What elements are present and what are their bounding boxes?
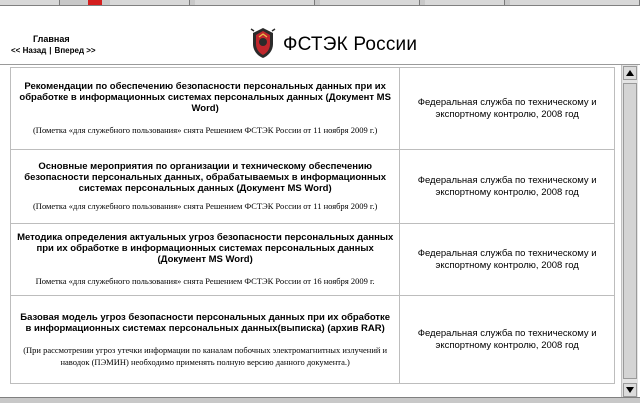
toolbar-segment [320, 0, 420, 5]
history-nav [11, 46, 96, 55]
arrow-up-icon [626, 70, 634, 76]
forward-link[interactable]: Вперед >> [54, 46, 96, 55]
organization-cell: Федеральная служба по техническому и экспортному контролю, 2008 год [400, 68, 615, 150]
document-note: (Пометка «для служебного пользования» снята Решением ФСТЭК России от 11 ноября 2009 г.) [32, 201, 378, 211]
nav-separator: | [49, 46, 52, 55]
content-frame [0, 64, 640, 397]
documents-table [10, 67, 615, 384]
document-link[interactable]: Базовая модель угроз безопасности персональных данных при их обработке в информационных системах персональных данных(выписка) (архив RAR) [20, 311, 391, 334]
toolbar-segment [510, 0, 640, 5]
toolbar-segment [425, 0, 505, 5]
document-note: (При рассмотрении угроз утечки информации по каналам побочных электромагнитных излучений и наводок (ПЭМИН) необходимо применять полную версию данного документа.) [23, 344, 388, 367]
fstek-emblem-icon [250, 26, 276, 60]
table-row [11, 224, 615, 296]
document-note: Пометка «для служебного пользования» снята Решением ФСТЭК России от 16 ноября 2009 г. [35, 276, 375, 286]
back-link[interactable]: << Назад [11, 46, 47, 55]
site-title: ФСТЭК России [283, 34, 418, 55]
document-cell [11, 296, 400, 384]
toolbar-red-marker [88, 0, 102, 5]
document-link[interactable]: Основные мероприятия по организации и техническому обеспечению безопасности персональных данных, обрабатываемых в информационных системах персональных данных (Документ MS Word) [24, 161, 387, 194]
site-header [0, 6, 640, 64]
document-link[interactable]: Рекомендации по обеспечению безопасности персональных данных при их обработке в информационных системах персональных данных (Документ MS Word) [19, 81, 391, 114]
organization-cell: Федеральная служба по техническому и экспортному контролю, 2008 год [400, 150, 615, 224]
document-cell [11, 224, 400, 296]
home-link[interactable]: Главная [33, 34, 70, 44]
scroll-up-button[interactable] [623, 66, 637, 80]
table-row [11, 68, 615, 150]
document-link[interactable]: Методика определения актуальных угроз безопасности персональных данных при их обработке в информационных системах персональных данных (Документ MS Word) [17, 232, 394, 265]
scroll-down-button[interactable] [623, 383, 637, 397]
organization-cell: Федеральная служба по техническому и экспортному контролю, 2008 год [400, 224, 615, 296]
scroll-thumb[interactable] [623, 83, 637, 379]
vertical-scrollbar[interactable] [621, 65, 638, 398]
document-cell [11, 150, 400, 224]
toolbar-segment [110, 0, 190, 5]
document-cell [11, 68, 400, 150]
table-row [11, 150, 615, 224]
browser-bottom-strip [0, 397, 640, 403]
arrow-down-icon [626, 387, 634, 393]
organization-cell: Федеральная служба по техническому и экспортному контролю, 2008 год [400, 296, 615, 384]
toolbar-segment [195, 0, 315, 5]
document-note: (Пометка «для служебного пользования» снята Решением ФСТЭК России от 11 ноября 2009 г.) [32, 125, 378, 135]
content-area [0, 65, 621, 398]
table-row [11, 296, 615, 384]
toolbar-segment [0, 0, 60, 5]
